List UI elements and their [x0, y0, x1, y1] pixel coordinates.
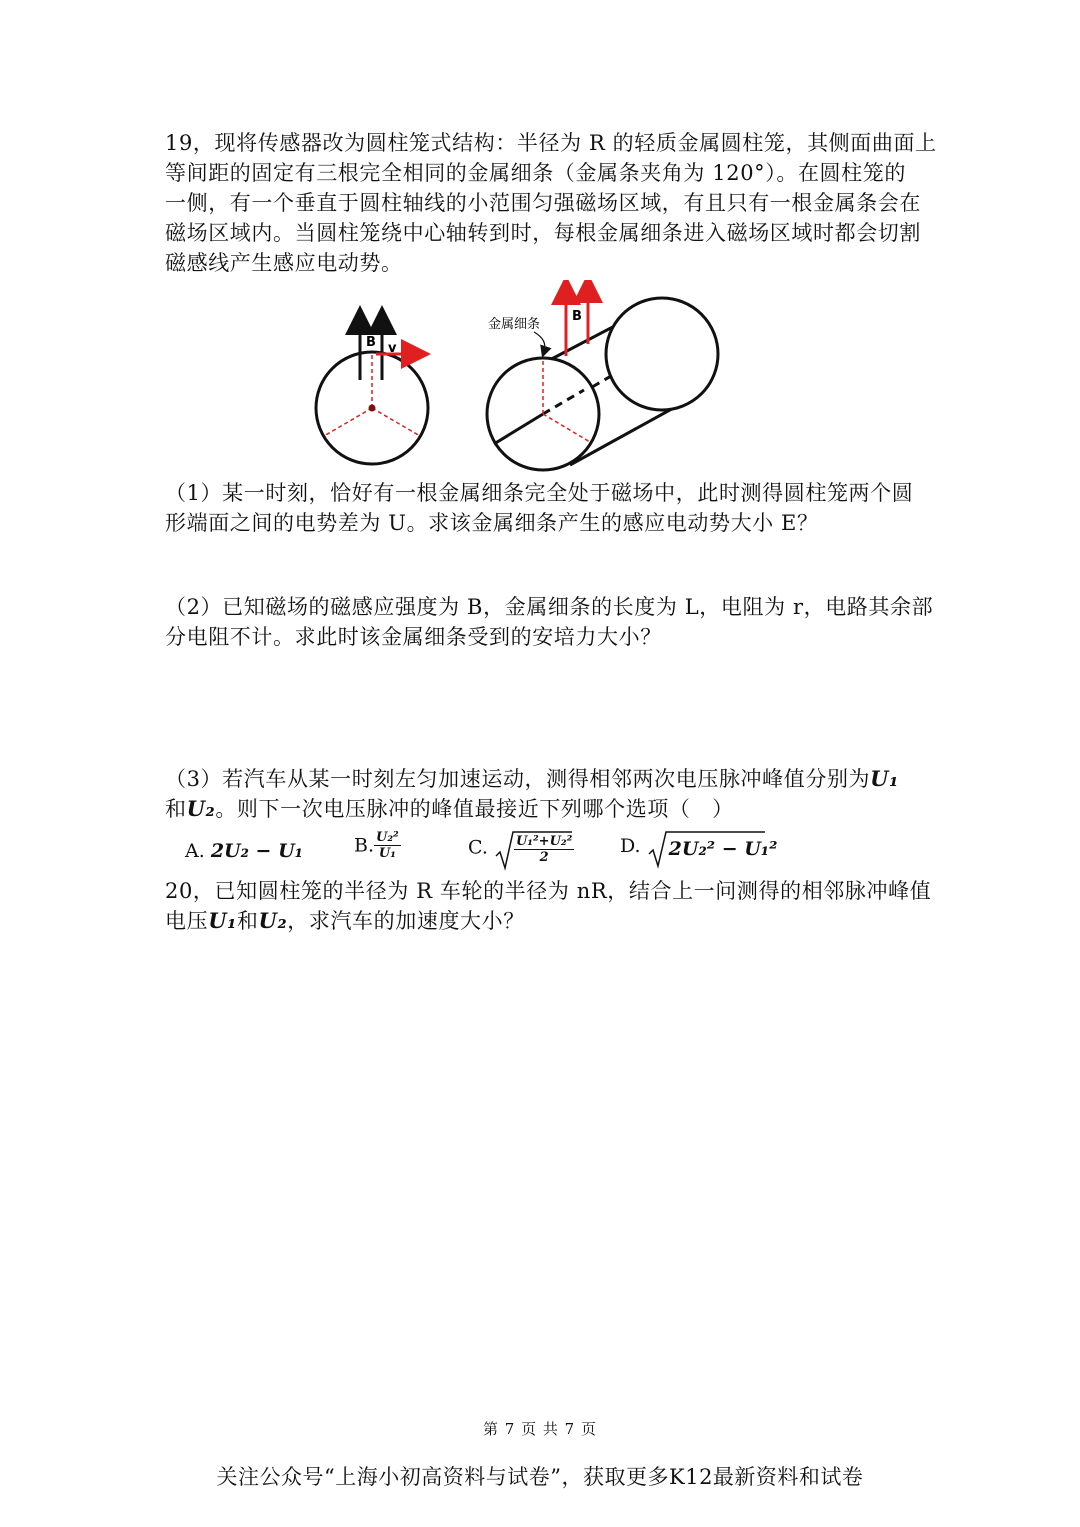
q19-line-2: 等间距的固定有三根完全相同的金属细条（金属条夹角为 120°）。在圆柱笼的	[165, 161, 906, 185]
strip-radius-line	[324, 408, 372, 436]
q20-text-voltage: 电压	[165, 909, 209, 933]
math-u2: U₂	[258, 908, 288, 933]
option-c-sqrt	[494, 830, 574, 865]
label-b-left: B	[366, 335, 376, 350]
page-number: 第 7 页 共 7 页	[483, 1420, 597, 1438]
label-metal-strip: 金属细条	[488, 317, 541, 332]
option-a-expr: 2U₂ − U₁	[210, 840, 303, 862]
option-b-numerator: U₂²	[376, 830, 399, 845]
option-c[interactable]	[468, 830, 574, 865]
option-a-label: A.	[185, 840, 205, 862]
option-c-label: C.	[468, 836, 488, 859]
sqrt-sign-icon	[647, 830, 767, 870]
math-u1: U₁	[870, 766, 899, 791]
q20-line-1: 20，已知圆柱笼的半径为 R 车轮的半径为 nR，结合上一问测得的相邻脉冲峰值	[165, 879, 932, 903]
q19-line-5: 磁感线产生感应电动势。	[165, 251, 403, 275]
option-a[interactable]	[185, 840, 303, 862]
math-u2: U₂	[186, 796, 216, 821]
math-u1: U₁	[208, 908, 237, 933]
sub3-line-1	[165, 764, 899, 794]
option-b-denominator: U₁	[378, 846, 396, 861]
q19-line-3: 一侧，有一个垂直于圆柱轴线的小范围匀强磁场区域，有且只有一根金属条会在	[165, 191, 921, 215]
strip-radius-line	[372, 408, 420, 436]
sub2-line-2: 分电阻不计。求此时该金属细条受到的安培力大小？	[165, 625, 662, 649]
sqrt-sign-icon	[494, 830, 574, 872]
option-d-sqrt	[647, 832, 778, 860]
option-b[interactable]	[354, 830, 401, 861]
label-v: v	[388, 341, 397, 356]
front-view-diagram	[316, 320, 428, 464]
option-b-fraction	[374, 830, 401, 861]
q19-line-1: 19，现将传感器改为圆柱笼式结构：半径为 R 的轻质金属圆柱笼，其侧面曲面上	[165, 131, 937, 155]
sub3-and: 和	[165, 797, 187, 821]
cage-far-end-circle	[606, 298, 718, 410]
promo-footer: 关注公众号“上海小初高资料与试卷”，获取更多K12最新资料和试卷	[216, 1465, 864, 1489]
option-c-denominator: 2	[539, 850, 549, 865]
label-b-right: B	[572, 309, 582, 324]
sub2-line-1: （2）已知磁场的磁感应强度为 B，金属细条的长度为 L，电阻为 r，电路其余部	[165, 595, 934, 619]
option-d-expr: 2U₂² − U₁²	[668, 838, 778, 860]
sub3-text: （3）若汽车从某一时刻左匀加速运动，测得相邻两次电压脉冲峰值分别为	[165, 767, 871, 791]
q20-question-text: ，求汽车的加速度大小？	[287, 909, 525, 933]
option-c-numerator: U₁²+U₂²	[515, 834, 573, 849]
q19-line-4: 磁场区域内。当圆柱笼绕中心轴转到时，每根金属细条进入磁场区域时都会切割	[165, 221, 921, 245]
option-d-label: D.	[620, 835, 641, 857]
q20-line-2	[165, 906, 525, 936]
sub1-line-2: 形端面之间的电势差为 U。求该金属细条产生的感应电动势大小 E？	[165, 511, 819, 535]
q20-text-and: 和	[236, 909, 259, 933]
sub3-line-2	[165, 794, 734, 824]
label-pointer-arrow	[534, 332, 545, 352]
option-d[interactable]	[620, 832, 777, 860]
perspective-view-diagram	[487, 288, 718, 470]
option-b-label: B.	[354, 834, 375, 857]
cylinder-cage-figure	[300, 280, 740, 480]
sub3-question-text: 。则下一次电压脉冲的峰值最接近下列哪个选项（ ）	[215, 797, 734, 821]
sub1-line-1: （1）某一时刻，恰好有一根金属细条完全处于磁场中，此时测得圆柱笼两个圆	[165, 481, 914, 505]
center-axis-dot	[369, 405, 376, 412]
